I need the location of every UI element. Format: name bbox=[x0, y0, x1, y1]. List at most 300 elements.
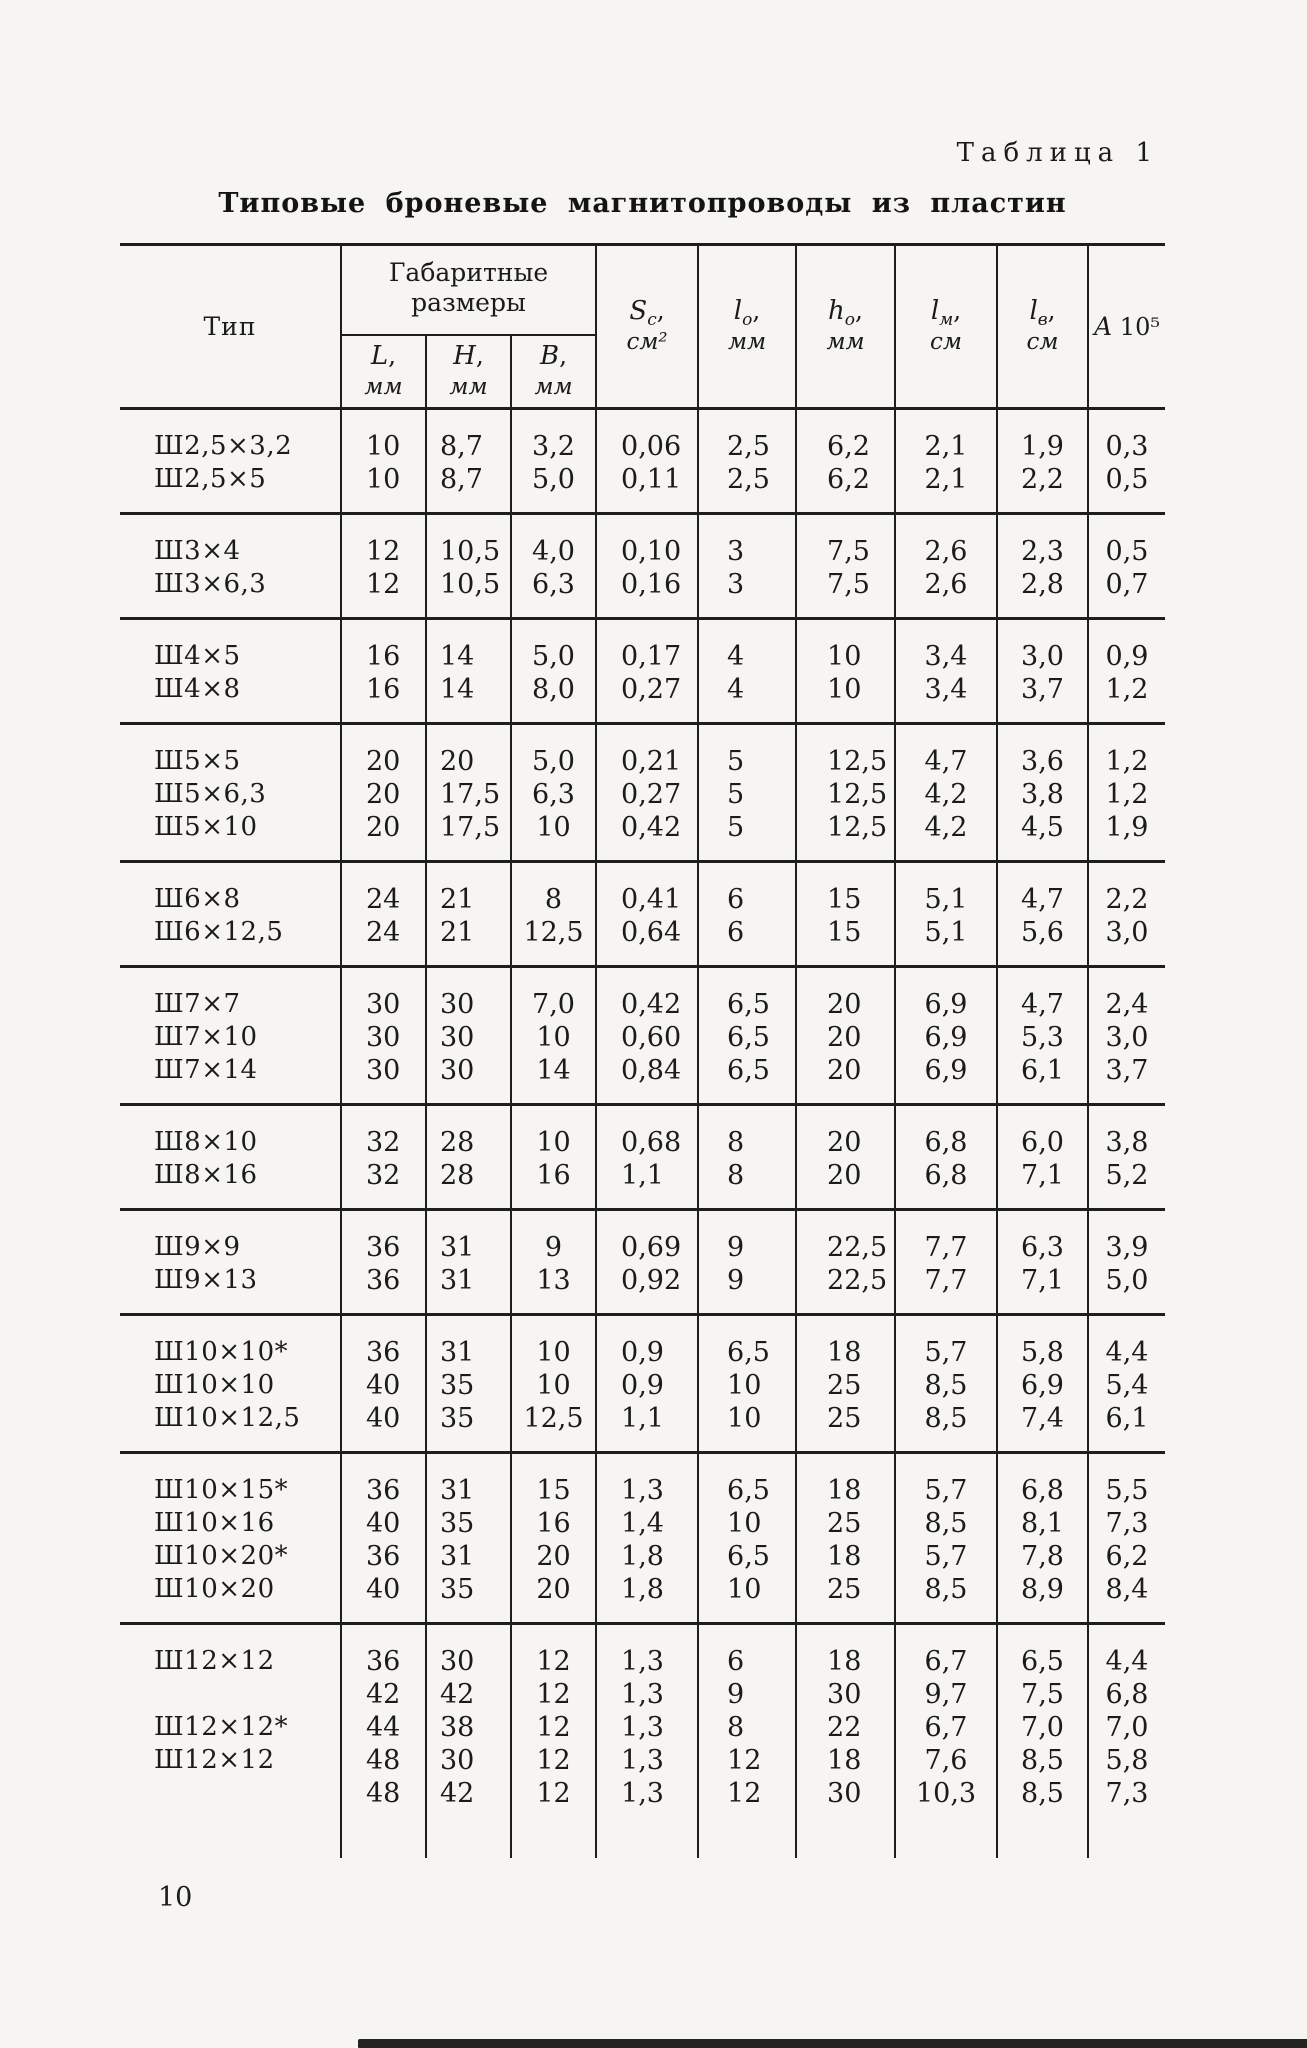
cell-value: 3,0 bbox=[1088, 1021, 1165, 1054]
cell-value: 7,4 bbox=[997, 1402, 1088, 1453]
cell-value: 20 bbox=[341, 811, 426, 862]
cell-value: 0,7 bbox=[1088, 568, 1165, 619]
cell-value: 0,84 bbox=[596, 1054, 698, 1105]
cell-value: 4 bbox=[698, 619, 796, 674]
cell-value: 1,8 bbox=[596, 1573, 698, 1624]
table-row bbox=[120, 1507, 1165, 1540]
cell-value: 0,06 bbox=[596, 409, 698, 464]
cell-value: 40 bbox=[341, 1369, 426, 1402]
cell-value: 14 bbox=[426, 673, 511, 724]
cell-value: 20 bbox=[426, 724, 511, 779]
cell-value: 30 bbox=[426, 1021, 511, 1054]
cell-value: 6,5 bbox=[997, 1624, 1088, 1679]
cell-type: Ш10×20* bbox=[154, 1541, 289, 1571]
cell-value: 7,0 bbox=[1088, 1711, 1165, 1744]
cell-value: 0,9 bbox=[596, 1315, 698, 1370]
cell-value: 6,2 bbox=[796, 409, 895, 464]
cell-type: Ш4×8 bbox=[154, 674, 241, 704]
cell-value: 3,9 bbox=[1088, 1210, 1165, 1265]
cell-value: 7,1 bbox=[997, 1159, 1088, 1210]
cell-value: 35 bbox=[426, 1507, 511, 1540]
cell-value: 6,3 bbox=[997, 1210, 1088, 1265]
col-header-winding-path: $l_в$, см bbox=[997, 245, 1088, 409]
cell-value: 20 bbox=[796, 1021, 895, 1054]
cell-value: 0,92 bbox=[596, 1264, 698, 1315]
table-row bbox=[120, 967, 1165, 1022]
cell-type: Ш10×20 bbox=[154, 1574, 275, 1604]
cell-value: 6,2 bbox=[796, 463, 895, 514]
cell-value: 42 bbox=[426, 1678, 511, 1711]
col-header-window-length: $l_о$, мм bbox=[698, 245, 796, 409]
cell-value: 12 bbox=[698, 1777, 796, 1810]
cell-value: 36 bbox=[341, 1624, 426, 1679]
cell-value: 31 bbox=[426, 1210, 511, 1265]
cell-value: 24 bbox=[341, 862, 426, 917]
col-header-l: L, мм bbox=[341, 335, 426, 409]
cell-value: 15 bbox=[511, 1453, 596, 1508]
cell-value: 10 bbox=[511, 1105, 596, 1160]
table-row bbox=[120, 409, 1165, 464]
cell-value: 10,5 bbox=[426, 568, 511, 619]
cell-type: Ш7×10 bbox=[154, 1022, 258, 1052]
cell-type: Ш12×12 bbox=[120, 1624, 341, 1679]
cell-type: Ш10×10* bbox=[120, 1315, 341, 1370]
cell-type bbox=[120, 1678, 341, 1711]
cell-value: 0,64 bbox=[596, 916, 698, 967]
cell-value: 8,7 bbox=[426, 463, 511, 514]
table-caption: Таблица 1 bbox=[956, 138, 1159, 168]
cell-value: 6,9 bbox=[895, 967, 997, 1022]
cell-value: 18 bbox=[796, 1624, 895, 1679]
cell-value: 6,7 bbox=[895, 1624, 997, 1679]
cell-value: 15 bbox=[796, 916, 895, 967]
cell-value: 31 bbox=[426, 1453, 511, 1508]
cell-value: 18 bbox=[796, 1315, 895, 1370]
cell-value: 21 bbox=[426, 862, 511, 917]
cell-type: Ш8×16 bbox=[154, 1160, 258, 1190]
cell-value: 12 bbox=[511, 1777, 596, 1810]
cell-value: 7,1 bbox=[997, 1264, 1088, 1315]
cell-value: 40 bbox=[341, 1402, 426, 1453]
table-row bbox=[120, 1021, 1165, 1054]
cell-value: 6 bbox=[698, 1624, 796, 1679]
cell-value: 30 bbox=[341, 1054, 426, 1105]
cell-value: 10,5 bbox=[426, 514, 511, 569]
col-header-type: Тип bbox=[120, 245, 341, 409]
cell-value: 1,4 bbox=[596, 1507, 698, 1540]
col-header-window-height: $h_о$, мм bbox=[796, 245, 895, 409]
cell-value: 5 bbox=[698, 724, 796, 779]
cell-value: 5,0 bbox=[511, 619, 596, 674]
cell-value: 0,42 bbox=[596, 967, 698, 1022]
cell-value: 1,3 bbox=[596, 1624, 698, 1679]
cell-value: 5,0 bbox=[511, 463, 596, 514]
cell-value: 5,3 bbox=[997, 1021, 1088, 1054]
table-group bbox=[120, 1315, 1165, 1453]
table-row bbox=[120, 1054, 1165, 1105]
cell-value: 6,1 bbox=[1088, 1402, 1165, 1453]
cell-value: 7,5 bbox=[796, 568, 895, 619]
cell-value: 8,9 bbox=[997, 1573, 1088, 1624]
cell-value: 3,2 bbox=[511, 409, 596, 464]
cell-type: Ш2,5×5 bbox=[154, 464, 267, 494]
cell-value: 4,7 bbox=[997, 967, 1088, 1022]
cell-value: 4,2 bbox=[895, 811, 997, 862]
cell-value: 1,2 bbox=[1088, 724, 1165, 779]
cell-value: 17,5 bbox=[426, 811, 511, 862]
cell-value: 7,7 bbox=[895, 1264, 997, 1315]
table-row bbox=[120, 1540, 1165, 1573]
cell-value: 8,4 bbox=[1088, 1573, 1165, 1624]
cell-value: 25 bbox=[796, 1402, 895, 1453]
cell-value: 48 bbox=[341, 1744, 426, 1777]
magnetic-cores-table bbox=[120, 243, 1165, 1858]
cell-value: 5,7 bbox=[895, 1540, 997, 1573]
cell-value: 35 bbox=[426, 1573, 511, 1624]
cell-value: 17,5 bbox=[426, 778, 511, 811]
cell-value: 5 bbox=[698, 778, 796, 811]
cell-value: 0,9 bbox=[596, 1369, 698, 1402]
cell-value: 10 bbox=[698, 1573, 796, 1624]
table-row bbox=[120, 568, 1165, 619]
cell-value: 6,7 bbox=[895, 1711, 997, 1744]
cell-value: 8,5 bbox=[997, 1777, 1088, 1810]
cell-value: 2,2 bbox=[1088, 862, 1165, 917]
cell-value: 12,5 bbox=[796, 811, 895, 862]
cell-type: Ш10×12,5 bbox=[154, 1403, 301, 1433]
cell-value: 20 bbox=[511, 1573, 596, 1624]
cell-value: 0,27 bbox=[596, 673, 698, 724]
table-group bbox=[120, 1624, 1165, 1859]
cell-value: 9 bbox=[698, 1264, 796, 1315]
cell-value: 22,5 bbox=[796, 1210, 895, 1265]
cell-type: Ш8×10 bbox=[120, 1105, 341, 1160]
cell-value: 2,5 bbox=[698, 409, 796, 464]
cell-type: Ш7×7 bbox=[120, 967, 341, 1022]
cell-value: 0,17 bbox=[596, 619, 698, 674]
cell-value: 38 bbox=[426, 1711, 511, 1744]
cell-value: 6,5 bbox=[698, 1540, 796, 1573]
cell-type: Ш9×13 bbox=[154, 1265, 258, 1295]
cell-empty bbox=[895, 1810, 997, 1858]
table-group bbox=[120, 862, 1165, 967]
cell-value: 4 bbox=[698, 673, 796, 724]
cell-value: 2,6 bbox=[895, 568, 997, 619]
cell-value: 7,7 bbox=[895, 1210, 997, 1265]
cell-type: Ш7×14 bbox=[154, 1055, 258, 1085]
cell-value: 6,5 bbox=[698, 1021, 796, 1054]
cell-value: 32 bbox=[341, 1159, 426, 1210]
cell-value: 5,5 bbox=[1088, 1453, 1165, 1508]
cell-value: 6,8 bbox=[895, 1159, 997, 1210]
cell-value: 30 bbox=[796, 1678, 895, 1711]
cell-value: 8,5 bbox=[895, 1402, 997, 1453]
cell-value: 12,5 bbox=[796, 778, 895, 811]
cell-value: 1,2 bbox=[1088, 673, 1165, 724]
cell-value: 1,1 bbox=[596, 1159, 698, 1210]
cell-value: 20 bbox=[796, 1105, 895, 1160]
cell-value: 0,3 bbox=[1088, 409, 1165, 464]
cell-value: 7,0 bbox=[997, 1711, 1088, 1744]
cell-value: 2,3 bbox=[997, 514, 1088, 569]
cell-value: 7,6 bbox=[895, 1744, 997, 1777]
cell-value: 30 bbox=[426, 1744, 511, 1777]
cell-value: 10 bbox=[698, 1402, 796, 1453]
cell-value: 20 bbox=[341, 724, 426, 779]
cell-value: 2,4 bbox=[1088, 967, 1165, 1022]
cell-value: 3,8 bbox=[1088, 1105, 1165, 1160]
cell-value: 7,3 bbox=[1088, 1507, 1165, 1540]
cell-value: 0,60 bbox=[596, 1021, 698, 1054]
cell-type: Ш5×10 bbox=[154, 812, 258, 842]
cell-value: 3,7 bbox=[997, 673, 1088, 724]
cell-value: 2,1 bbox=[895, 463, 997, 514]
table-row bbox=[120, 1573, 1165, 1624]
cell-value: 36 bbox=[341, 1453, 426, 1508]
cell-value: 5,8 bbox=[997, 1315, 1088, 1370]
cell-value: 8 bbox=[698, 1159, 796, 1210]
cell-value: 6,9 bbox=[895, 1054, 997, 1105]
table-row bbox=[120, 811, 1165, 862]
cell-value: 35 bbox=[426, 1402, 511, 1453]
cell-value: 6,2 bbox=[1088, 1540, 1165, 1573]
cell-type: Ш5×6,3 bbox=[154, 779, 267, 809]
cell-value: 1,8 bbox=[596, 1540, 698, 1573]
cell-value: 6,3 bbox=[511, 568, 596, 619]
cell-value: 4,0 bbox=[511, 514, 596, 569]
cell-value: 8 bbox=[698, 1105, 796, 1160]
cell-value: 6,5 bbox=[698, 967, 796, 1022]
cell-value: 3,7 bbox=[1088, 1054, 1165, 1105]
cell-type: Ш10×10 bbox=[154, 1370, 275, 1400]
cell-type: Ш10×15* bbox=[120, 1453, 341, 1508]
cell-value: 21 bbox=[426, 916, 511, 967]
cell-value: 30 bbox=[426, 967, 511, 1022]
cell-empty bbox=[341, 1810, 426, 1858]
cell-value: 20 bbox=[341, 778, 426, 811]
table-group bbox=[120, 724, 1165, 862]
cell-value: 1,3 bbox=[596, 1678, 698, 1711]
table-header bbox=[120, 245, 1165, 409]
cell-value: 28 bbox=[426, 1159, 511, 1210]
cell-value: 10 bbox=[341, 409, 426, 464]
cell-value: 10 bbox=[796, 673, 895, 724]
cell-value: 6 bbox=[698, 862, 796, 917]
cell-value: 5,4 bbox=[1088, 1369, 1165, 1402]
cell-type: Ш2,5×3,2 bbox=[120, 409, 341, 464]
cell-value: 6,5 bbox=[698, 1054, 796, 1105]
cell-value: 1,2 bbox=[1088, 778, 1165, 811]
cell-value: 0,16 bbox=[596, 568, 698, 619]
cell-value: 4,2 bbox=[895, 778, 997, 811]
cell-value: 2,6 bbox=[895, 514, 997, 569]
cell-value: 10,3 bbox=[895, 1777, 997, 1810]
cell-value: 4,4 bbox=[1088, 1315, 1165, 1370]
cell-empty bbox=[511, 1810, 596, 1858]
cell-type: Ш9×9 bbox=[120, 1210, 341, 1265]
cell-value: 12 bbox=[511, 1744, 596, 1777]
cell-empty bbox=[698, 1810, 796, 1858]
cell-value: 7,8 bbox=[997, 1540, 1088, 1573]
cell-value: 3,4 bbox=[895, 619, 997, 674]
cell-value: 22,5 bbox=[796, 1264, 895, 1315]
cell-value: 20 bbox=[796, 1054, 895, 1105]
cell-value: 18 bbox=[796, 1540, 895, 1573]
col-header-a-coefficient: A 10⁵ bbox=[1088, 245, 1165, 409]
cell-value: 10 bbox=[341, 463, 426, 514]
cell-value: 13 bbox=[511, 1264, 596, 1315]
cell-value: 16 bbox=[341, 673, 426, 724]
cell-value: 1,9 bbox=[1088, 811, 1165, 862]
page-title: Типовые броневые магнитопроводы из пластин bbox=[218, 188, 1067, 219]
cell-value: 24 bbox=[341, 916, 426, 967]
cell-value: 20 bbox=[796, 1159, 895, 1210]
cell-value: 6,5 bbox=[698, 1315, 796, 1370]
cell-type: Ш10×16 bbox=[154, 1508, 275, 1538]
cell-value: 12 bbox=[341, 514, 426, 569]
cell-value: 0,27 bbox=[596, 778, 698, 811]
cell-value: 1,3 bbox=[596, 1777, 698, 1810]
cell-value: 4,4 bbox=[1088, 1624, 1165, 1679]
cell-value: 3,0 bbox=[997, 619, 1088, 674]
cell-value: 12 bbox=[511, 1678, 596, 1711]
cell-value: 28 bbox=[426, 1105, 511, 1160]
cell-value: 5,2 bbox=[1088, 1159, 1165, 1210]
cell-value: 30 bbox=[341, 1021, 426, 1054]
cell-value: 42 bbox=[341, 1678, 426, 1711]
scan-artifact-bar bbox=[358, 2039, 1307, 2048]
cell-value: 1,3 bbox=[596, 1453, 698, 1508]
cell-value: 1,3 bbox=[596, 1744, 698, 1777]
cell-value: 31 bbox=[426, 1264, 511, 1315]
cell-value: 12 bbox=[511, 1711, 596, 1744]
cell-value: 18 bbox=[796, 1453, 895, 1508]
cell-type: Ш5×5 bbox=[120, 724, 341, 779]
col-header-dimensions-group: Габаритные размеры bbox=[341, 245, 596, 336]
cell-value: 10 bbox=[698, 1507, 796, 1540]
cell-empty bbox=[120, 1810, 341, 1858]
cell-value: 8,1 bbox=[997, 1507, 1088, 1540]
cell-value: 16 bbox=[511, 1159, 596, 1210]
table-row bbox=[120, 1402, 1165, 1453]
cell-empty bbox=[997, 1810, 1088, 1858]
cell-value: 0,5 bbox=[1088, 463, 1165, 514]
cell-value: 8,0 bbox=[511, 673, 596, 724]
page-number: 10 bbox=[158, 1882, 193, 1913]
cell-value: 30 bbox=[426, 1054, 511, 1105]
cell-value: 6,5 bbox=[698, 1453, 796, 1508]
cell-value: 12 bbox=[698, 1744, 796, 1777]
cell-value: 6,9 bbox=[895, 1021, 997, 1054]
cell-value: 12,5 bbox=[511, 916, 596, 967]
table-group bbox=[120, 1453, 1165, 1624]
cell-empty bbox=[796, 1810, 895, 1858]
cell-value: 8,7 bbox=[426, 409, 511, 464]
col-header-core-area: $S_с$, см² bbox=[596, 245, 698, 409]
cell-value: 1,1 bbox=[596, 1402, 698, 1453]
cell-value: 3,0 bbox=[1088, 916, 1165, 967]
cell-value: 36 bbox=[341, 1315, 426, 1370]
col-header-h: H, мм bbox=[426, 335, 511, 409]
cell-value: 10 bbox=[511, 811, 596, 862]
cell-value: 2,8 bbox=[997, 568, 1088, 619]
cell-value: 30 bbox=[796, 1777, 895, 1810]
table-row bbox=[120, 1315, 1165, 1370]
cell-value: 6,8 bbox=[997, 1453, 1088, 1508]
cell-value: 9,7 bbox=[895, 1678, 997, 1711]
cell-value: 25 bbox=[796, 1507, 895, 1540]
cell-value: 14 bbox=[426, 619, 511, 674]
cell-value: 30 bbox=[426, 1624, 511, 1679]
cell-value: 36 bbox=[341, 1264, 426, 1315]
cell-value: 2,1 bbox=[895, 409, 997, 464]
table-row bbox=[120, 1210, 1165, 1265]
cell-value: 7,5 bbox=[997, 1678, 1088, 1711]
cell-value: 0,69 bbox=[596, 1210, 698, 1265]
cell-value: 6 bbox=[698, 916, 796, 967]
cell-value: 6,8 bbox=[1088, 1678, 1165, 1711]
cell-value: 0,10 bbox=[596, 514, 698, 569]
cell-value: 22 bbox=[796, 1711, 895, 1744]
table-row bbox=[120, 1369, 1165, 1402]
cell-value: 9 bbox=[698, 1210, 796, 1265]
cell-value: 6,0 bbox=[997, 1105, 1088, 1160]
table-row bbox=[120, 724, 1165, 779]
cell-value: 30 bbox=[341, 967, 426, 1022]
cell-value: 0,68 bbox=[596, 1105, 698, 1160]
cell-value: 16 bbox=[511, 1507, 596, 1540]
cell-value: 32 bbox=[341, 1105, 426, 1160]
cell-value: 4,7 bbox=[895, 724, 997, 779]
cell-value: 0,42 bbox=[596, 811, 698, 862]
cell-value: 4,5 bbox=[997, 811, 1088, 862]
table-group bbox=[120, 619, 1165, 724]
table-row bbox=[120, 916, 1165, 967]
cell-value: 3,4 bbox=[895, 673, 997, 724]
cell-value: 40 bbox=[341, 1573, 426, 1624]
cell-value: 6,3 bbox=[511, 778, 596, 811]
cell-value: 6,9 bbox=[997, 1369, 1088, 1402]
cell-value: 48 bbox=[341, 1777, 426, 1810]
table-group bbox=[120, 409, 1165, 514]
table-row bbox=[120, 1453, 1165, 1508]
cell-value: 18 bbox=[796, 1744, 895, 1777]
cell-type: Ш3×6,3 bbox=[154, 569, 267, 599]
cell-type: Ш4×5 bbox=[120, 619, 341, 674]
cell-value: 2,5 bbox=[698, 463, 796, 514]
cell-value: 8,5 bbox=[895, 1369, 997, 1402]
cell-type: Ш6×12,5 bbox=[154, 917, 284, 947]
cell-value: 31 bbox=[426, 1540, 511, 1573]
cell-value: 31 bbox=[426, 1315, 511, 1370]
cell-value: 5,7 bbox=[895, 1315, 997, 1370]
cell-value: 0,21 bbox=[596, 724, 698, 779]
cell-value: 5,8 bbox=[1088, 1744, 1165, 1777]
cell-value: 6,8 bbox=[895, 1105, 997, 1160]
cell-value: 42 bbox=[426, 1777, 511, 1810]
cell-type: Ш12×12 bbox=[154, 1745, 275, 1775]
table-row bbox=[120, 673, 1165, 724]
cell-value: 6,1 bbox=[997, 1054, 1088, 1105]
cell-type: Ш3×4 bbox=[120, 514, 341, 569]
cell-value: 5,0 bbox=[511, 724, 596, 779]
table-group bbox=[120, 1210, 1165, 1315]
cell-type bbox=[120, 1777, 341, 1810]
cell-value: 8 bbox=[698, 1711, 796, 1744]
cell-value: 5 bbox=[698, 811, 796, 862]
cell-value: 20 bbox=[511, 1540, 596, 1573]
table-row bbox=[120, 1264, 1165, 1315]
